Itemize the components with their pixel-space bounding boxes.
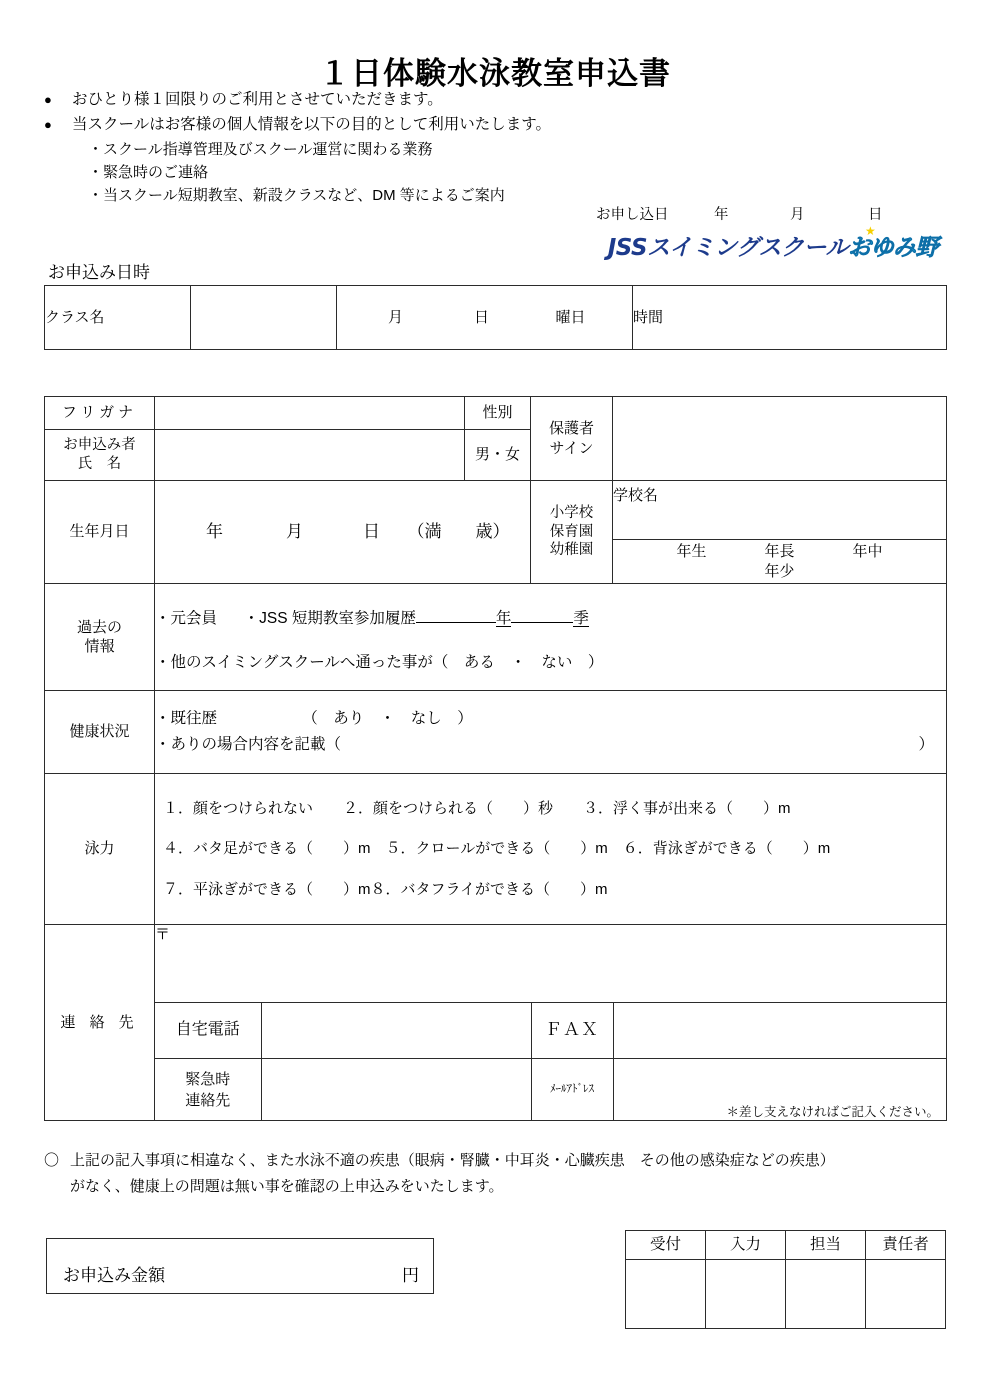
past-info-former-member[interactable]: 元会員 xyxy=(170,609,218,627)
health-line-1[interactable] xyxy=(155,709,946,729)
amount-label: お申込み金額 xyxy=(63,1266,165,1285)
gender-options[interactable]: 男・女 xyxy=(465,430,531,481)
swim-ability-label: 泳力 xyxy=(45,774,155,925)
swim-ability-content xyxy=(155,774,947,925)
apply-date-label: お申し込日 xyxy=(596,207,669,223)
apply-date-day-field[interactable]: 日 xyxy=(868,207,883,223)
contact-content xyxy=(155,925,947,1121)
birthdate-fields[interactable] xyxy=(155,481,531,584)
staff-stamp-table xyxy=(625,1230,946,1329)
sub-bullet-icon: ・ xyxy=(155,654,171,671)
health-content xyxy=(155,691,947,774)
stamp-header-reception: 受付 xyxy=(626,1231,706,1260)
school-name-row xyxy=(613,481,946,540)
class-day-label: 日 xyxy=(473,308,489,326)
guardian-sign-label xyxy=(531,397,613,481)
health-history-options[interactable]: 既往歴 （ あり ・ なし ） xyxy=(170,709,473,727)
amount-box[interactable] xyxy=(46,1238,434,1294)
note-item xyxy=(44,113,684,137)
past-info-other-school[interactable]: 他のスイミングスクールへ通った事が（ ある ・ ない ） xyxy=(170,654,604,671)
stamp-cell-input[interactable] xyxy=(706,1260,786,1329)
past-info-label-line2: 情報 xyxy=(84,638,115,655)
emergency-contact-input[interactable] xyxy=(261,1059,531,1121)
contact-subtable xyxy=(155,925,947,1120)
health-line-2[interactable] xyxy=(155,735,946,755)
circle-mark-icon: 〇 xyxy=(44,1152,60,1169)
notes-block xyxy=(44,88,684,207)
declaration-row xyxy=(44,1148,974,1174)
jss-logo xyxy=(590,223,938,261)
past-info-line-2[interactable] xyxy=(155,653,946,673)
emergency-row xyxy=(155,1059,947,1121)
logo-main-text: JSSスイミングスクール xyxy=(607,234,848,261)
past-info-year-unit: 年 xyxy=(495,609,512,627)
health-detail-label: ありの場合内容を記載（ xyxy=(170,736,342,753)
school-info-cell xyxy=(613,481,947,584)
guardian-sign-label-line1: 保護者 xyxy=(548,420,594,437)
swim-option-line-2[interactable]: ４．バタ足ができる（ ）m ５．クロールができる（ ）m ６．背泳ぎができる（ ）m xyxy=(163,840,831,858)
table-row xyxy=(45,286,947,350)
sub-note-text: 緊急時のご連絡 xyxy=(103,164,209,181)
school-type-label[interactable] xyxy=(531,481,613,584)
class-name-input[interactable] xyxy=(191,286,337,350)
applicant-name-label-line1: お申込み者 xyxy=(63,437,136,454)
apply-date-month-field[interactable]: 月 xyxy=(790,207,805,223)
class-datetime-table xyxy=(44,285,947,350)
grade-row xyxy=(613,540,946,584)
applicant-name-label-line2: 氏 名 xyxy=(77,456,122,472)
home-phone-label: 自宅電話 xyxy=(155,1003,261,1059)
class-weekday-label: 曜日 xyxy=(555,308,586,326)
class-time-cell[interactable] xyxy=(633,286,947,350)
health-detail-open xyxy=(155,735,341,755)
school-name-label[interactable]: 学校名 xyxy=(613,481,946,540)
birthdate-month-label: 月 xyxy=(286,521,303,541)
sub-bullet-icon: ・ xyxy=(243,609,260,627)
note-item xyxy=(44,88,684,112)
furigana-label: フリガナ xyxy=(45,397,155,430)
stamp-header-row xyxy=(626,1231,946,1260)
sub-bullet-icon: ・ xyxy=(155,736,171,753)
past-info-label xyxy=(45,584,155,691)
class-month-label: 月 xyxy=(387,308,403,326)
sub-note-text: スクール指導管理及びスクール運営に関わる業務 xyxy=(103,141,433,158)
school-type-line1: 小学校 xyxy=(549,504,594,521)
address-cell[interactable] xyxy=(155,925,947,1003)
past-info-season-unit: 季 xyxy=(573,609,589,627)
stamp-body-row xyxy=(626,1260,946,1329)
emergency-label-line1: 緊急時 xyxy=(185,1070,231,1088)
grade-option-2[interactable]: 年中 xyxy=(852,543,883,560)
swim-option-line-1[interactable]: １．顔をつけられない ２．顔をつけられる（ ）秒 ３．浮く事が出来る（ ）m xyxy=(163,799,791,817)
class-section-heading: お申込み日時 xyxy=(48,263,150,282)
sub-bullet-icon: ・ xyxy=(155,609,171,627)
declaration-block xyxy=(44,1148,974,1200)
logo-sub-text xyxy=(848,223,938,262)
class-time-label: 時間 xyxy=(633,308,664,326)
past-info-content xyxy=(155,584,947,691)
grade-option-3[interactable]: 年少 xyxy=(764,562,795,580)
table-row-swim-ability xyxy=(45,774,947,925)
guardian-sign-input[interactable] xyxy=(613,397,947,481)
sub-note-text: 当スクール短期教室、新設クラスなど、DM 等によるご案内 xyxy=(103,187,505,204)
star-icon: ★ xyxy=(865,223,876,238)
note-text: おひとり様１回限りのご利用とさせていただきます。 xyxy=(72,91,443,108)
birthdate-year-label: 年 xyxy=(206,521,223,541)
furigana-input[interactable] xyxy=(155,397,465,430)
fax-label: ＦＡＸ xyxy=(531,1003,613,1059)
sub-note-item xyxy=(44,138,684,161)
health-detail-close: ） xyxy=(918,736,934,753)
email-label: ﾒｰﾙｱﾄﾞﾚｽ xyxy=(531,1059,613,1121)
bullet-icon: ● xyxy=(44,92,52,107)
birthdate-label: 生年月日 xyxy=(45,481,155,584)
gender-label: 性別 xyxy=(465,397,531,430)
past-info-label-line1: 過去の xyxy=(76,618,122,636)
table-row-furigana xyxy=(45,397,947,430)
birthdate-age-label: （満 歳） xyxy=(407,521,510,541)
swim-option-line-3[interactable]: ７．平泳ぎができる（ ）m８．バタフライができる（ ）m xyxy=(163,880,608,898)
address-row xyxy=(155,925,947,1003)
sub-bullet-icon: ・ xyxy=(88,187,104,204)
table-row-health xyxy=(45,691,947,774)
declaration-line-2: がなく、健康上の問題は無い事を確認の上申込みをいたします。 xyxy=(70,1178,504,1195)
email-note: ＊差し支えなければご記入ください。 xyxy=(726,1104,940,1119)
past-info-line-1[interactable] xyxy=(155,605,946,629)
bullet-icon: ● xyxy=(44,117,52,132)
stamp-cell-reception[interactable] xyxy=(626,1260,706,1329)
page-title: １日体験水泳教室申込書 xyxy=(319,56,671,92)
past-info-history-label: JSS 短期教室参加履歴 xyxy=(259,609,416,627)
school-type-line3: 幼稚園 xyxy=(549,542,594,559)
sub-bullet-icon: ・ xyxy=(155,709,171,727)
table-row-past-info xyxy=(45,584,947,691)
stamp-header-manager: 責任者 xyxy=(866,1231,946,1260)
emergency-label-line2: 連絡先 xyxy=(185,1091,231,1109)
apply-date-line xyxy=(596,203,956,224)
past-info-year-input[interactable] xyxy=(416,605,496,623)
table-row-birthdate xyxy=(45,481,947,584)
stamp-cell-manager[interactable] xyxy=(866,1260,946,1329)
class-date-fields[interactable] xyxy=(337,286,633,350)
stamp-header-input: 入力 xyxy=(706,1231,786,1260)
past-info-season-input[interactable] xyxy=(511,605,573,623)
birthdate-day-label: 日 xyxy=(363,521,380,541)
school-type-line2: 保育園 xyxy=(549,523,594,540)
applicant-name-label xyxy=(45,430,155,481)
health-label: 健康状況 xyxy=(45,691,155,774)
grade-option-0[interactable]: 年生 xyxy=(676,543,707,560)
home-phone-input[interactable] xyxy=(261,1003,531,1059)
fax-input[interactable] xyxy=(613,1003,947,1059)
contact-label: 連 絡 先 xyxy=(45,925,155,1121)
class-name-label: クラス名 xyxy=(45,286,191,350)
applicant-main-table xyxy=(44,396,947,1121)
sub-note-item xyxy=(44,161,684,184)
apply-date-year-field[interactable]: 年 xyxy=(714,207,729,223)
stamp-cell-staff[interactable] xyxy=(786,1260,866,1329)
applicant-name-input[interactable] xyxy=(155,430,465,481)
amount-unit: 円 xyxy=(402,1266,419,1285)
email-cell[interactable] xyxy=(613,1059,947,1121)
declaration-line-1: 上記の記入事項に相違なく、また水泳不適の疾患（眼病・腎臓・中耳炎・心臓疾患 その他の感染症などの疾患） xyxy=(70,1152,835,1169)
note-text: 当スクールはお客様の個人情報を以下の目的として利用いたします。 xyxy=(72,116,551,133)
table-row-contact xyxy=(45,925,947,1121)
sub-note-item xyxy=(44,184,684,207)
grade-option-1[interactable]: 年長 xyxy=(764,543,795,560)
guardian-sign-label-line2: サイン xyxy=(549,439,594,457)
sub-bullet-icon: ・ xyxy=(88,141,104,158)
postal-code-icon: 〒 xyxy=(155,926,171,943)
logo-sub-label: おゆみ野 xyxy=(848,234,938,261)
sub-bullet-icon: ・ xyxy=(88,164,104,181)
home-phone-row xyxy=(155,1003,947,1059)
grade-options[interactable] xyxy=(613,540,946,584)
stamp-header-staff: 担当 xyxy=(786,1231,866,1260)
emergency-contact-label xyxy=(155,1059,261,1121)
